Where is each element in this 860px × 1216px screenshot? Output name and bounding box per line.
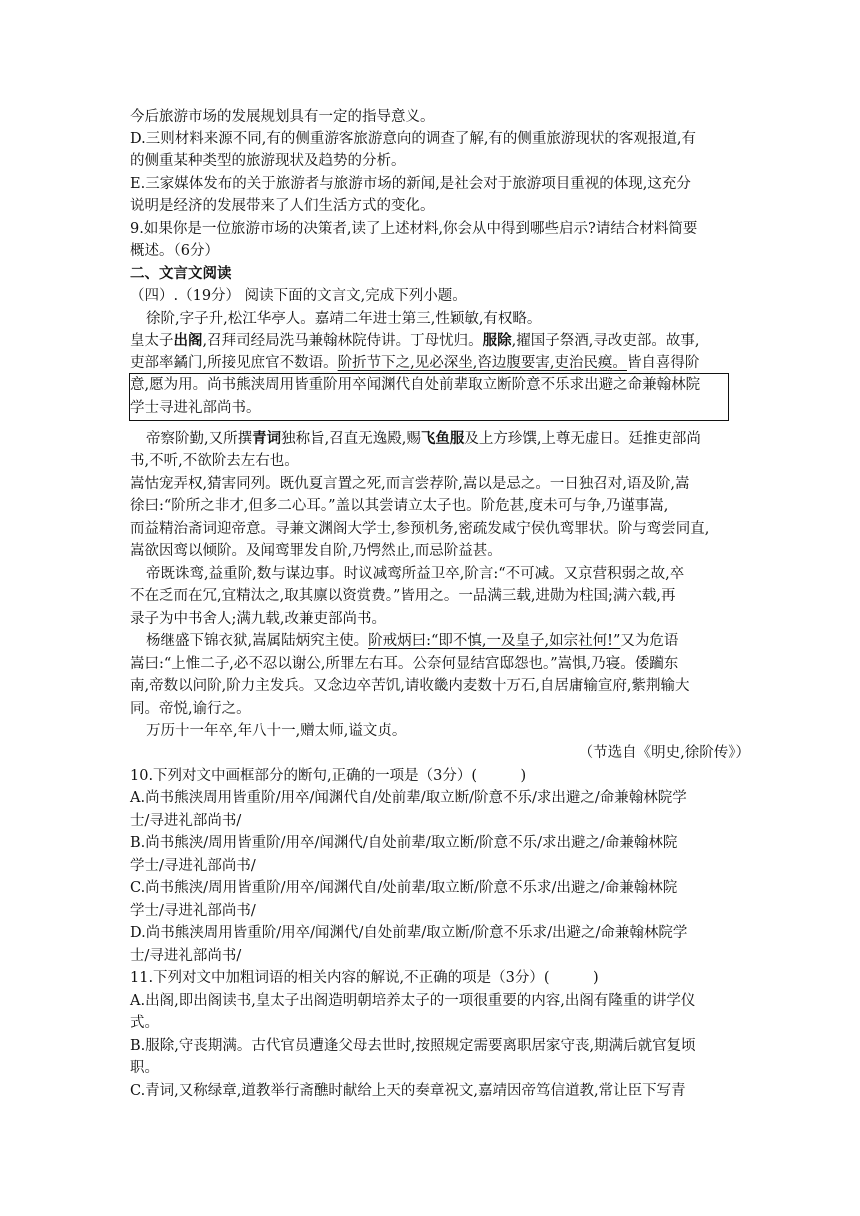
text-line: 概述。（6分） [130, 243, 219, 259]
text-span: 吏部率鐍门,所接见庶官不数语。 [130, 355, 338, 371]
bold-term: 出阁 [173, 332, 203, 349]
source-citation: （节选自《明史,徐阶传》） [578, 745, 750, 761]
text-span: 皆自喜得阶 [626, 355, 700, 371]
passage-line: 南,帝数以问阶,阶力主发兵。又念边卒苦饥,请收畿内麦数十万石,自居庸输宣府,紫荆输大 [130, 678, 690, 694]
option-c-line: C.青词,又称绿章,道教举行斋醮时献给上天的奏章祝文,嘉靖因帝笃信道教,常让臣下写青 [130, 1083, 686, 1099]
passage-line: 书,不听,不欲阶去左右也。 [130, 453, 299, 469]
text-span: 皇太子 [130, 333, 174, 349]
text-line: 士/寻进礼部尚书/ [130, 813, 242, 829]
passage-line: 录子为中书舍人;满九载,改兼吏部尚书。 [130, 611, 386, 627]
passage-line [130, 352, 699, 374]
text-span: 及上方珍馔,上尊无虚日。廷推吏部尚 [464, 431, 701, 447]
text-line: 说明是经济的发展带来了人们生活方式的变化。 [130, 198, 435, 214]
question-11: 11.下列对文中加粗词语的相关内容的解说,不正确的项是（3分）( ) [130, 970, 599, 986]
option-d-line: D.三则材料来源不同,有的侧重游客旅游意向的调查了解,有的侧重旅游现状的客观报道,有 [130, 131, 697, 147]
passage-line: 嵩怙宠弄权,猜害同列。既仇夏言置之死,而言尝荐阶,嵩以是忌之。一日独召对,语及阶,嵩 [130, 476, 690, 492]
underlined-sentence: 阶折节下之,见必深坐,咨边腹要害,吏治民瘼。 [337, 355, 627, 371]
bold-term: 青词 [252, 430, 282, 447]
passage-line: 学士寻进礼部尚书。 [130, 400, 261, 416]
passage-line [130, 330, 699, 352]
passage-line: 意,愿为用。尚书熊浃周用皆重阶用卒闻渊代自处前辈取立断阶意不乐求出避之命兼翰林院 [130, 377, 701, 393]
passage-line [146, 630, 678, 652]
passage-line: 徐曰:“阶所之非才,但多二心耳。”盖以其尝请立太子也。阶危甚,度未可与争,乃谨事嵩, [130, 498, 669, 514]
text-span: 独称旨,召直无逸殿,赐 [281, 431, 421, 447]
bold-term: 飞鱼服 [420, 430, 465, 447]
option-d-line: D.尚书熊浃周用皆重阶/用卒/闻渊代/自处前辈/取立断/阶意不乐求/出避之/命兼翰林院学 [130, 925, 688, 941]
option-a-line: A.出阁,即出阁读书,皇太子出阁造明朝培养太子的一项很重要的内容,出阁有隆重的讲学仪 [130, 993, 696, 1009]
passage-intro: （四）.（19分） 阅读下面的文言文,完成下列小题。 [130, 288, 467, 304]
option-b-line: B.服除,守丧期满。古代官员遭逢父母去世时,按照规定需要离职居家守丧,期满后就官复顷 [130, 1038, 696, 1054]
text-span: 帝察阶勤,又所撰 [146, 431, 253, 447]
text-span: 杨继盛下锦衣狱,嵩属陆炳究主使。 [146, 633, 369, 649]
passage-line: 嵩曰:“上惟二子,必不忍以谢公,所罪左右耳。公奈何显结宫邸怨也。”嵩惧,乃寝。倭躏东 [130, 656, 679, 672]
bold-term: 服除 [482, 332, 512, 349]
passage-line: 万历十一年卒,年八十一,赠太师,谥文贞。 [146, 723, 407, 739]
passage-line: 帝既诛鸾,益重阶,数与谋边事。时议减鸾所益卫卒,阶言:“不可减。又京营积弱之故,卒 [146, 566, 685, 582]
passage-line: 同。帝悦,谕行之。 [130, 701, 251, 717]
text-line: 的侧重某种类型的旅游现状及趋势的分析。 [130, 153, 406, 169]
section-heading: 二、文言文阅读 [130, 265, 232, 282]
passage-line: 而益精治斋词迎帝意。寻兼文渊阁大学士,参预机务,密疏发咸宁侯仇鸾罪状。阶与鸾尝同直, [130, 521, 710, 537]
text-span: 又为危语 [620, 633, 679, 649]
option-a-line: A.尚书熊浃周用皆重阶/用卒/闻渊代自/处前辈/取立断/阶意不乐/求出避之/命兼翰林院学 [130, 790, 687, 806]
text-line: 式。 [130, 1015, 159, 1031]
text-line: 学士/寻进礼部尚书/ [130, 858, 256, 874]
text-span: ,擢国子祭酒,寻改吏部。故事, [511, 333, 700, 349]
passage-line [146, 428, 701, 450]
question-10: 10.下列对文中画框部分的断句,正确的一项是（3分）( ) [130, 768, 527, 784]
passage-line: 嵩欲因鸾以倾阶。及闻鸾罪发自阶,乃愕然止,而忌阶益甚。 [130, 543, 502, 559]
option-c-line: C.尚书熊浃/周用皆重阶/用卒/闻渊代自/处前辈/取立断/阶意不乐求/出避之/命兼翰林院 [130, 880, 678, 896]
text-line: 学士/寻进礼部尚书/ [130, 903, 256, 919]
text-line: 今后旅游市场的发展规划具有一定的指导意义。 [130, 109, 435, 125]
text-span: ,召拜司经局洗马兼翰林院侍讲。丁母忧归。 [202, 333, 483, 349]
option-e-line: E.三家媒体发布的关于旅游者与旅游市场的新闻,是社会对于旅游项目重视的体现,这充分 [130, 176, 691, 192]
text-line: 士/寻进礼部尚书/ [130, 948, 242, 964]
text-line: 职。 [130, 1060, 159, 1076]
option-b-line: B.尚书熊浃/周用皆重阶/用卒/闻渊代/自处前辈/取立断/阶意不乐/求出避之/命兼翰林院 [130, 835, 678, 851]
underlined-sentence: 阶戒炳曰:“即不慎,一及皇子,如宗社何!” [368, 633, 621, 649]
passage-line: 不在乏而在冗,宜精汰之,取其廪以资赏费。”皆用之。一品满三载,进勋为柱国;满六载,再 [130, 588, 676, 604]
question-9: 9.如果你是一位旅游市场的决策者,读了上述材料,你会从中得到哪些启示?请结合材料简要 [130, 221, 698, 237]
passage-line: 徐阶,字子升,松江华亭人。嘉靖二年进士第三,性颖敏,有权略。 [146, 311, 542, 327]
